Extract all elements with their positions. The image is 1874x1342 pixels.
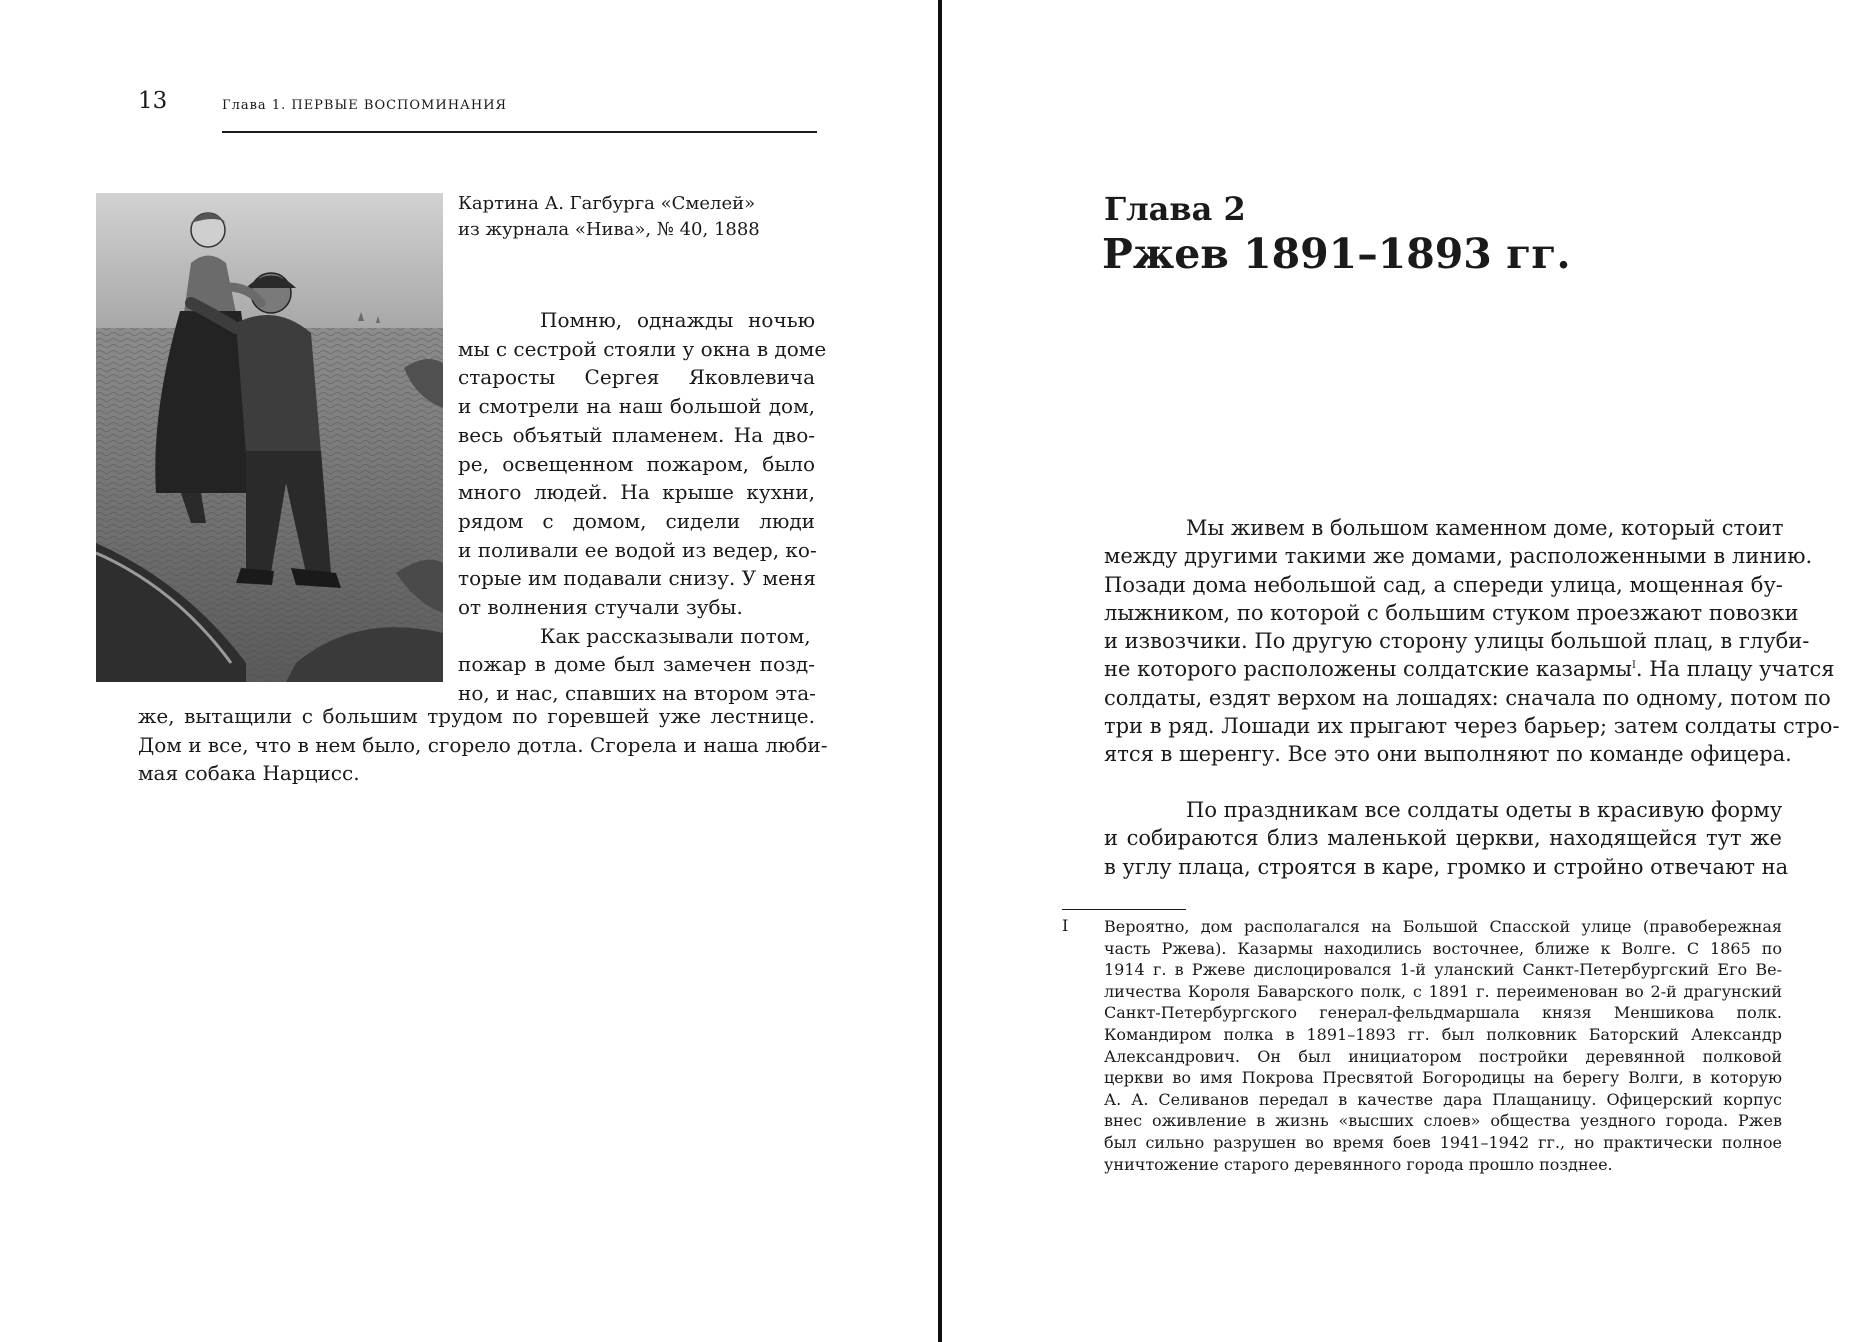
text-line: ятся в шеренгу. Все это они выполняют по команде офицера. [1104,742,1792,767]
text-line: Мы живем в большом каменном доме, который стоит [1186,516,1784,540]
text-line: от волнения стучали зубы. [458,595,743,620]
text-segment: не которого расположены солдатские казармы [1104,657,1632,682]
text-line: лыжником, по которой с большим стуком проезжают повозки [1104,600,1799,625]
footnote-line: А. А. Селиванов передал в качестве дара Плащаницу. Офицерский корпус [1104,1089,1782,1109]
chapter-title: Ржев 1891–1893 гг. [1102,230,1571,278]
text-line: же, вытащили с большим трудом по горевшей уже лестнице. [138,704,815,728]
footnote-line: часть Ржева). Казармы находились восточнее, ближе к Волге. С 1865 по [1104,938,1782,958]
text-line: и поливали ее водой из ведер, ко- [458,537,817,562]
full-width-paragraph [138,702,828,788]
text-line: в углу плаца, строятся в каре, громко и стройно отвечают на [1104,854,1789,879]
text-line: но, и нас, спавших на втором эта- [458,681,816,706]
header-rule [222,131,817,133]
footnote-line: Командиром полка в 1891–1893 гг. был полковник Баторский Александр [1104,1024,1782,1044]
chapter-label: Глава 2 [1104,190,1246,228]
text-segment: . На плацу учатся [1635,657,1835,682]
footnote-line: был сильно разрушен во время боев 1941–1942 гг., но практически полное [1104,1132,1782,1152]
footnote [1104,916,1782,1175]
footnote-line: Санкт-Петербургского генерал-фельдмаршала князя Меншикова полк. [1104,1003,1782,1023]
footnote-line: Александрович. Он был инициатором постройки деревянной полковой [1104,1046,1782,1066]
text-line: мая собака Нарцисс. [138,761,360,786]
text-line: солдаты, ездят верхом на лошадях: сначала по одному, потом по [1104,685,1831,710]
text-line: три в ряд. Лошади их прыгают через барьер; затем солдаты стро- [1104,714,1840,739]
caption-line: Картина А. Гагбурга «Смелей» [458,193,756,214]
text-line: весь объятый пламенем. На дво- [458,422,815,447]
engraving-drawing [96,193,443,682]
footnote-reference[interactable]: I [1631,660,1636,672]
text-line: и собираются близ маленькой церкви, находящейся тут же [1104,826,1782,851]
paragraph-2 [1104,796,1789,881]
footnote-line: личества Короля Баварского полк, с 1891 г. переименован во 2-й драгунский [1104,981,1782,1001]
wrapped-paragraphs [458,306,827,708]
text-line: Как рассказывали потом, [540,623,811,648]
text-line: пожар в доме был замечен позд- [458,652,815,677]
text-line: торые им подавали снизу. У меня [458,566,816,591]
text-line: Помню, однажды ночью [540,308,815,332]
text-line-with-footnote [1104,655,1835,683]
text-line: По праздникам все солдаты одеты в красивую форму [1186,798,1783,822]
engraving-illustration [96,193,443,682]
text-line: Позади дома небольшой сад, а спереди улица, мощенная бу- [1104,572,1783,597]
running-head: Глава 1. ПЕРВЫЕ ВОСПОМИНАНИЯ [222,98,508,113]
text-line: и смотрели на наш большой дом, [458,394,815,419]
text-line: мы с сестрой стояли у окна в доме [458,336,827,361]
text-line: Дом и все, что в нем было, сгорело дотла. Сгорела и наша люби- [138,732,828,757]
footnote-line: уничтожение старого деревянного города прошло позднее. [1104,1154,1613,1174]
paragraph-1 [1104,514,1840,769]
illustration-caption [458,191,798,243]
text-line: ре, освещенном пожаром, было [458,451,815,476]
footnote-line: Вероятно, дом располагался на Большой Спасской улице (правобережная [1104,917,1782,936]
text-line: и извозчики. По другую сторону улицы большой плац, в глуби- [1104,629,1810,654]
footnote-rule [1062,909,1186,910]
footnote-line: церкви во имя Покрова Пресвятой Богородицы на берегу Волги, в которую [1104,1068,1782,1088]
caption-line: из журнала «Нива», № 40, 1888 [458,219,760,240]
page-number: 13 [138,88,168,114]
text-line: рядом с домом, сидели люди [458,508,815,533]
footnote-line: внес оживление в жизнь «высших слоев» общества уездного города. Ржев [1104,1111,1782,1131]
footnote-marker: I [1062,916,1069,935]
footnote-line: 1914 г. в Ржеве дислоцировался 1-й уланский Санкт-Петербургский Его Ве- [1104,960,1782,980]
text-line: старосты Сергея Яковлевича [458,365,815,390]
book-gutter [938,0,942,1342]
text-line: много людей. На крыше кухни, [458,480,815,505]
text-line: между другими такими же домами, расположенными в линию. [1104,544,1813,569]
